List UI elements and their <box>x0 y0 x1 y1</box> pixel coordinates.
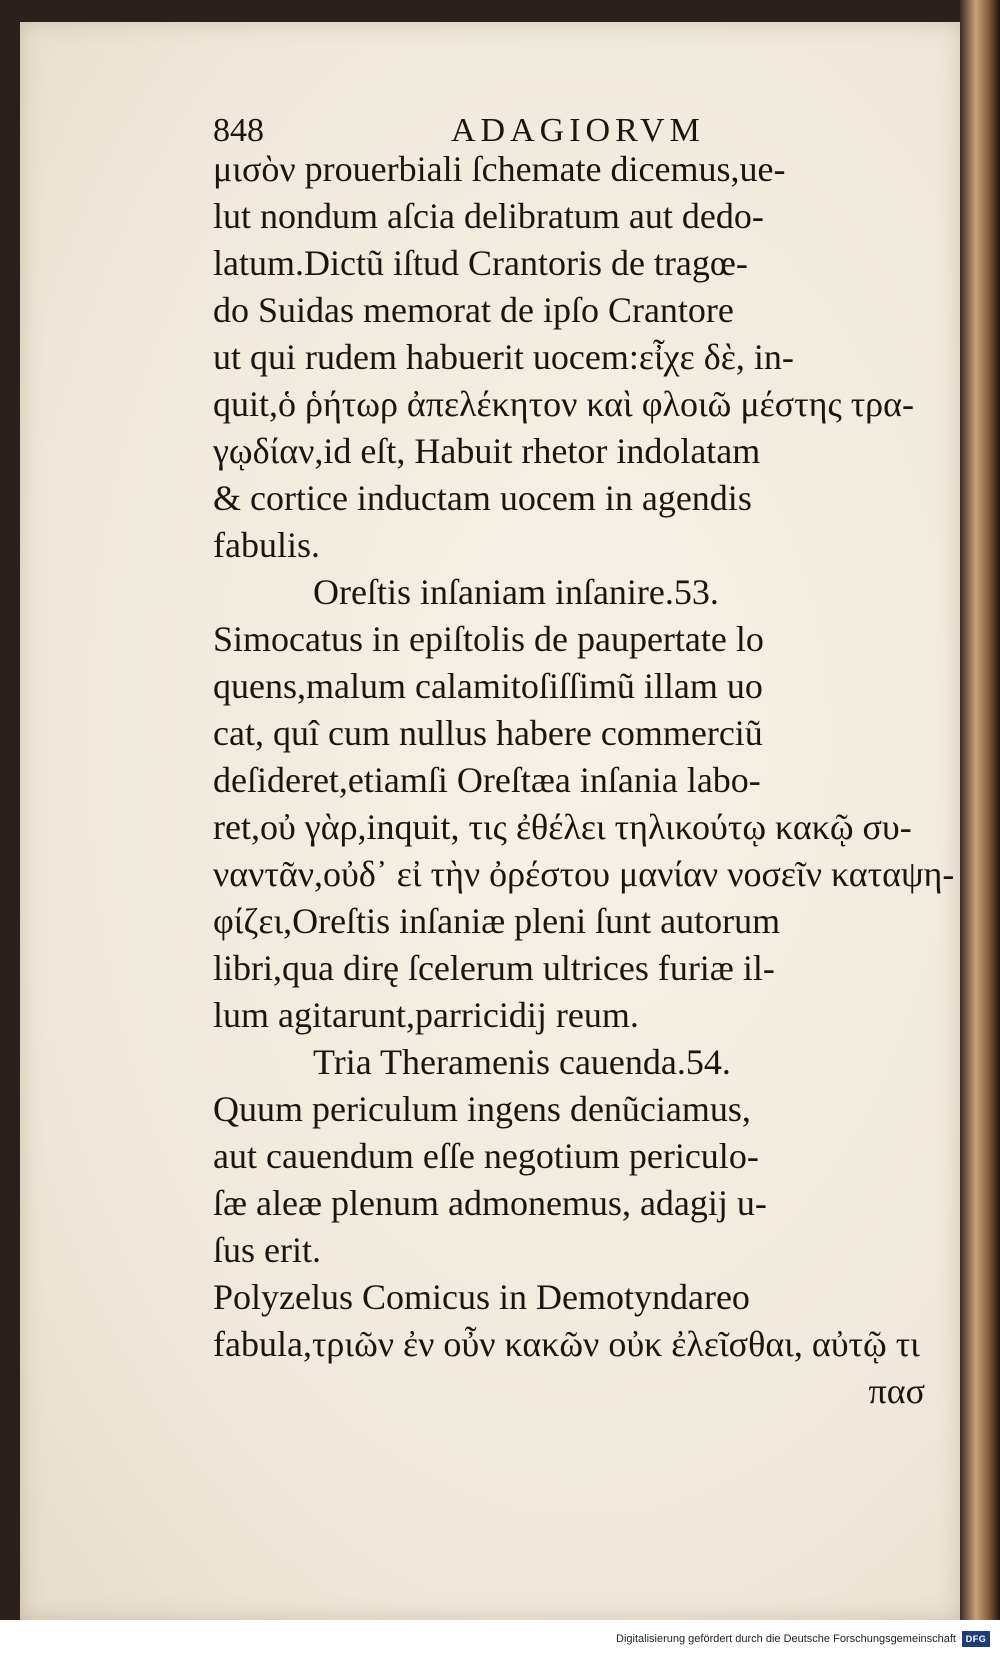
footer-credit: Digitalisierung gefördert durch die Deutsche Forschungsgemeinschaft <box>616 1633 956 1645</box>
text-line: cat, quî cum nullus habere commerciũ <box>213 713 763 753</box>
text-line: aut cauendum eſſe negotium periculo- <box>213 1136 759 1176</box>
text-line: & cortice inductam uocem in agendis <box>213 478 752 518</box>
section-heading: Oreſtis inſaniam inſanire.53. <box>313 572 719 612</box>
text-line: Polyzelus Comicus in Demotyndareo <box>213 1277 750 1317</box>
text-line: γῳδίαν,id eſt, Habuit rhetor indolatam <box>213 431 761 471</box>
text-line: ναντᾶν,οὐδ᾽ εἰ τὴν ὀρέστου μανίαν νοσεῖν καταψη- <box>213 854 955 894</box>
dfg-logo: DFG <box>962 1631 990 1647</box>
text-line: quit,ὁ ῥήτωρ ἀπελέκητον καὶ φλοιῶ μέστης τρα- <box>213 384 914 424</box>
text-line: Quum periculum ingens denũciamus, <box>213 1089 751 1129</box>
body-text <box>213 146 955 1415</box>
text-line: μισὸν prouerbiali ſchemate dicemus,ue- <box>213 149 786 189</box>
text-line: ſæ aleæ plenum admonemus, adagij u- <box>213 1183 767 1223</box>
catchword: πασ <box>868 1371 925 1411</box>
running-title: ADAGIORVM <box>451 112 705 149</box>
text-line: ut qui rudem habuerit uocem:εἶχε δὲ, in- <box>213 337 794 377</box>
text-line: ſus erit. <box>213 1230 321 1270</box>
page-number: 848 <box>213 112 264 149</box>
text-line: latum.Dictũ iſtud Crantoris de tragœ- <box>213 243 748 283</box>
text-line: φίζει,Oreſtis inſaniæ pleni ſunt autorum <box>213 901 781 941</box>
text-line: libri,qua dirę ſcelerum ultrices furiæ il- <box>213 948 775 988</box>
text-line: lum agitarunt,parricidij reum. <box>213 995 639 1035</box>
book-spine-edge <box>960 0 1000 1620</box>
text-line: quens,malum calamitoſiſſimũ illam uo <box>213 666 763 706</box>
text-line: ret,οὐ γὰρ,inquit, τις ἐθέλει τηλικούτῳ κακῷ συ- <box>213 807 912 847</box>
text-line: fabula,τριῶν ἐν οὖν κακῶν οὐκ ἐλεῖσθαι, αὐτῷ τι <box>213 1324 920 1364</box>
text-line: deſideret,etiamſi Oreſtæa inſania labo- <box>213 760 761 800</box>
footer-bar <box>0 1620 1000 1664</box>
text-line: lut nondum aſcia delibratum aut dedo- <box>213 196 764 236</box>
text-line: Simocatus in epiſtolis de paupertate lo <box>213 619 764 659</box>
text-line: fabulis. <box>213 525 320 565</box>
section-heading: Tria Theramenis cauenda.54. <box>313 1042 731 1082</box>
text-line: do Suidas memorat de ipſo Crantore <box>213 290 734 330</box>
